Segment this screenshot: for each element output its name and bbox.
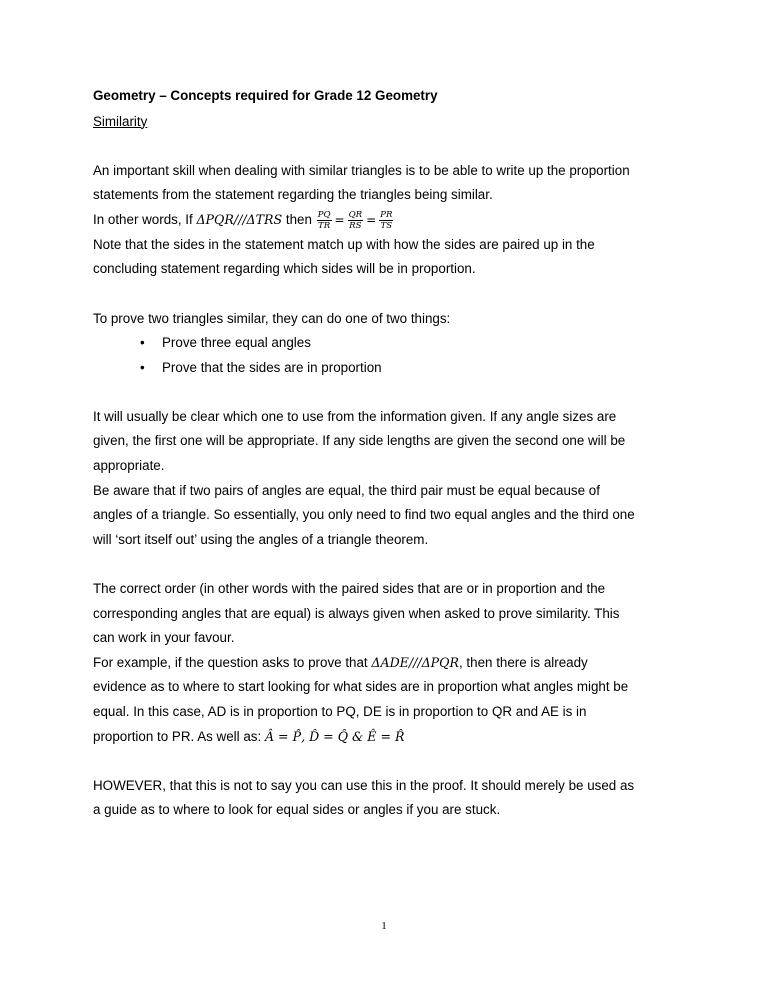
paragraph-line: corresponding angles that are equal) is always given when asked to prove similarity. This (93, 605, 620, 621)
paragraph-line: evidence as to where to start looking for what sides are in proportion what angles might be (93, 679, 629, 695)
spacer (93, 552, 683, 577)
section-heading: Similarity (93, 113, 148, 129)
paragraph-line: given, the first one will be appropriate. If any side lengths are given the second one will be (93, 433, 626, 449)
paragraph-line: can work in your favour. (93, 630, 235, 646)
paragraph-line: The correct order (in other words with the paired sides that are or in proportion and the (93, 581, 606, 597)
fraction-denominator: RS (349, 220, 362, 231)
example-line (93, 725, 683, 750)
paragraph-line: equal. In this case, AD is in proportion to PQ, DE is in proportion to QR and AE is in (93, 704, 587, 719)
equals-sign: = (334, 213, 345, 228)
paragraph-text: For example, if the question asks to prove that (93, 654, 372, 670)
paragraph-line: It will usually be clear which one to use from the information given. If any angle sizes are (93, 408, 617, 424)
paragraph-text: proportion to PR. As well as: (93, 728, 265, 744)
document-title: Geometry – Concepts required for Grade 12 Geometry (93, 88, 438, 103)
fraction-numerator: PR (380, 209, 393, 220)
list-item-text: Prove three equal angles (162, 335, 311, 351)
paragraph-line: HOWEVER, that this is not to say you can use this in the proof. It should merely be used as (93, 777, 635, 793)
example-line (93, 651, 683, 676)
similarity-statement: ΔADE///ΔPQR (371, 654, 459, 670)
paragraph-line: angles of a triangle. So essentially, you only need to find two equal angles and the third one (93, 507, 635, 523)
fraction-numerator: PQ (317, 209, 331, 220)
fraction-denominator: TS (380, 220, 393, 231)
fraction-numerator: QR (348, 209, 363, 220)
example-line (93, 208, 683, 233)
paragraph-line: To prove two triangles similar, they can do one of two things: (93, 310, 451, 326)
document-page (93, 84, 683, 823)
fraction-3 (379, 210, 393, 231)
example-prefix: In other words, If (93, 211, 197, 227)
bullet-icon: • (140, 335, 145, 351)
similarity-statement: ΔPQR///ΔTRS (196, 211, 283, 227)
paragraph-line: Be aware that if two pairs of angles are equal, the third pair must be equal because of (93, 482, 600, 498)
bullet-icon: • (140, 359, 145, 375)
paragraph-text: , then there is already (458, 654, 588, 670)
paragraph-line: concluding statement regarding which sides will be in proportion. (93, 261, 476, 277)
fraction-1 (317, 210, 332, 231)
paragraph-line: Note that the sides in the statement match up with how the sides are paired up in the (93, 236, 595, 252)
spacer (93, 134, 683, 159)
list-item (93, 356, 683, 381)
paragraph-line: An important skill when dealing with similar triangles is to be able to write up the proportion (93, 162, 630, 178)
paragraph-line: a guide as to where to look for equal sides or angles if you are stuck. (93, 802, 501, 818)
list-item (93, 331, 683, 356)
spacer (93, 380, 683, 405)
fraction-2 (348, 210, 364, 231)
paragraph-line: will ‘sort itself out’ using the angles of a triangle theorem. (93, 531, 429, 547)
spacer (93, 282, 683, 307)
paragraph-line: statements from the statement regarding the triangles being similar. (93, 187, 493, 203)
bullet-list (93, 331, 683, 380)
spacer (93, 749, 683, 774)
list-item-text: Prove that the sides are in proportion (162, 359, 382, 375)
example-then: then (282, 211, 316, 227)
page-number: 1 (381, 920, 387, 932)
paragraph-line: appropriate. (93, 458, 165, 474)
equals-sign: = (366, 213, 377, 228)
fraction-denominator: TR (318, 220, 331, 231)
angle-equalities: Â = P̂, D̂ = Q̂ & Ê = R̂ (264, 728, 405, 744)
